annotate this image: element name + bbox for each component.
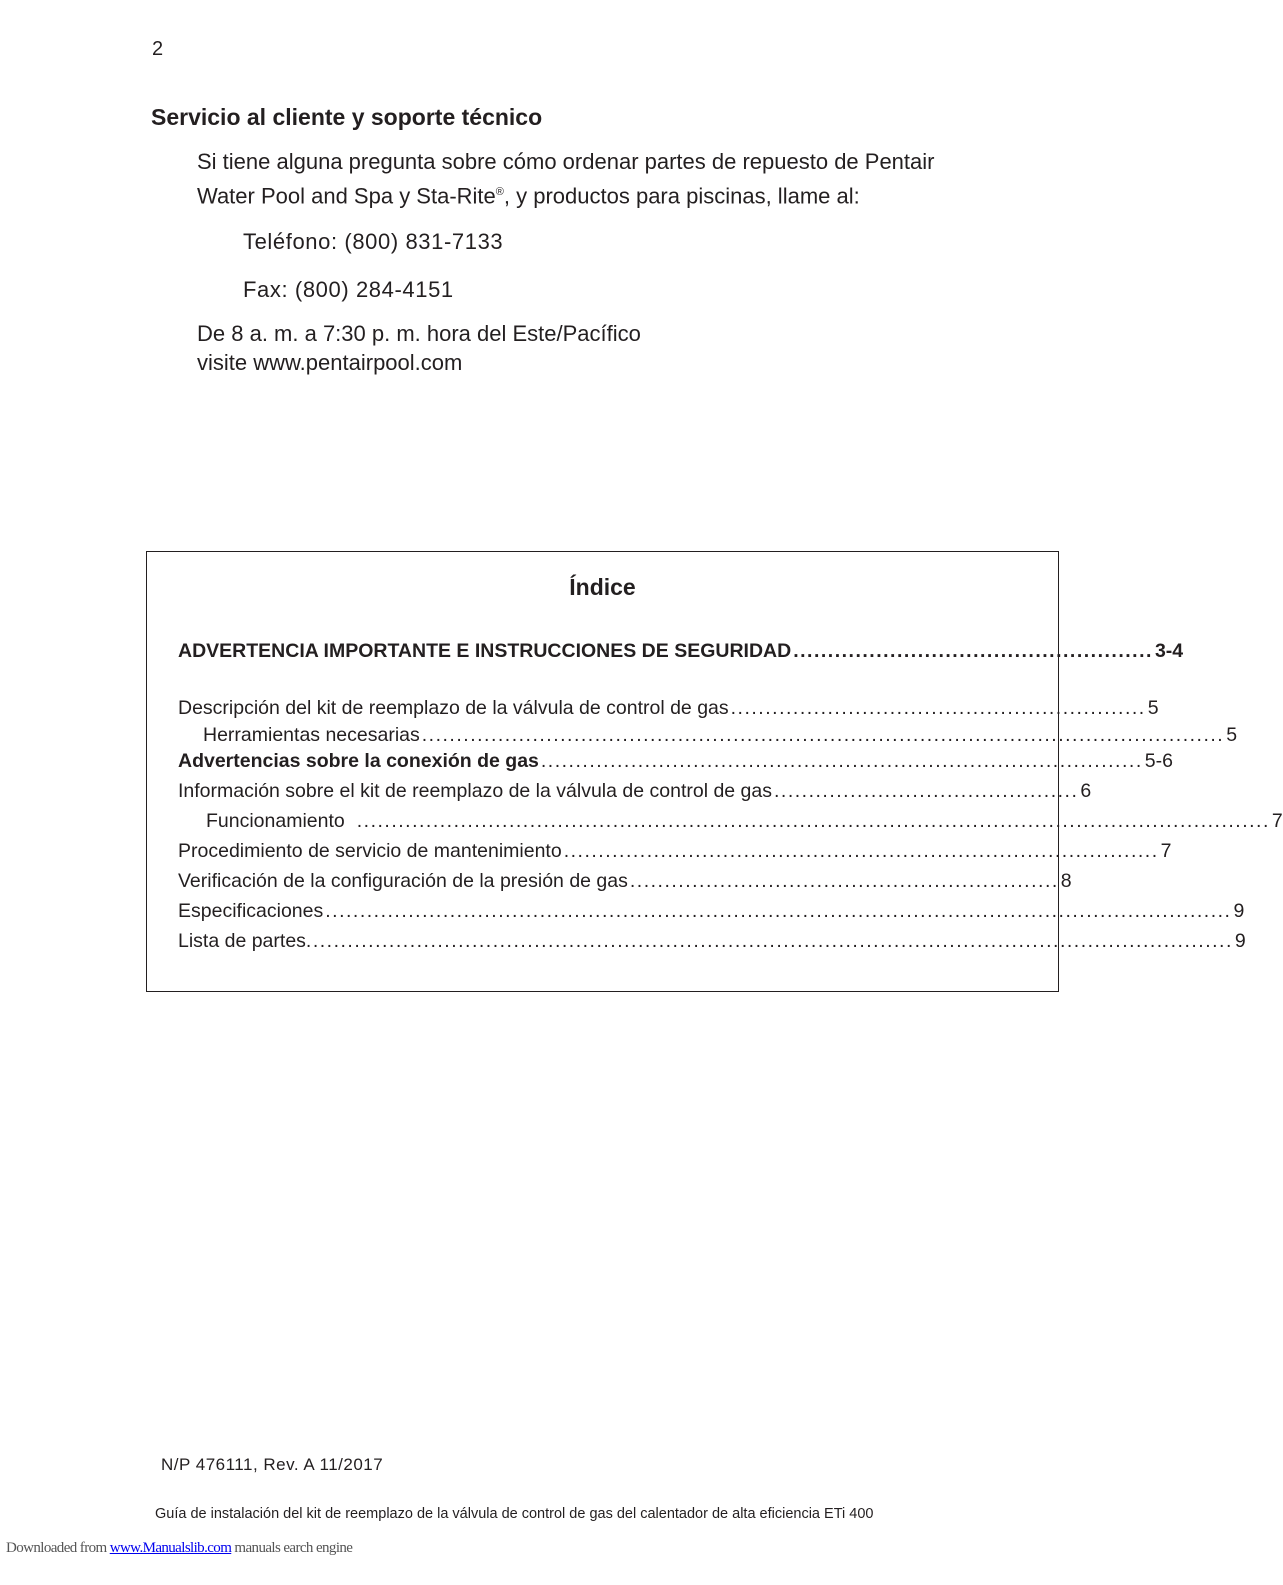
page-number: 2 (152, 38, 164, 60)
toc-leader: .................................................... (793, 640, 1153, 662)
manualslib-link[interactable]: www.Manualslib.com (109, 1540, 232, 1556)
fax-number: Fax: (800) 284-4151 (243, 277, 454, 302)
download-suffix: manuals earch engine (231, 1540, 353, 1556)
service-intro (197, 147, 934, 211)
toc-entry-operation[interactable] (206, 810, 1283, 833)
toc-entry-parts-list[interactable] (178, 930, 1246, 953)
toc-leader: .................................................................................................................... (421, 724, 1225, 746)
toc-entry-label: Funcionamiento (206, 810, 345, 832)
toc-entry-pressure-check[interactable] (178, 870, 1072, 893)
download-prefix: Downloaded from (6, 1540, 110, 1556)
toc-entry-page: 7 (1160, 840, 1172, 862)
toc-entry-kit-information[interactable] (178, 780, 1092, 803)
toc-leader: .............................................................. (629, 870, 1059, 892)
toc-entry-page: 9 (1233, 900, 1245, 922)
part-number: N/P 476111, Rev. A 11/2017 (161, 1455, 384, 1474)
toc-leader: ....................................................................................... (540, 750, 1143, 772)
toc-entry-label: Información sobre el kit de reemplazo de la válvula de control de gas (178, 780, 772, 802)
toc-entry-page: 3-4 (1154, 640, 1184, 662)
guide-title: Guía de instalación del kit de reemplazo de la válvula de control de gas del calentador de alta eficiencia ETi 400 (155, 1506, 874, 1522)
toc-leader: ............................................................ (730, 697, 1146, 719)
toc-entry-page: 9 (1234, 930, 1246, 952)
toc-entry-page: 8 (1060, 870, 1072, 892)
intro-line-2-start: Water Pool and Spa y Sta-Rite (197, 183, 496, 209)
table-of-contents (146, 551, 1283, 992)
toc-leader: ...................................................................................................................................... (305, 930, 1233, 952)
hours-text: De 8 a. m. a 7:30 p. m. hora del Este/Pacífico (197, 321, 641, 346)
toc-leader: ...................................................................................... (563, 840, 1159, 862)
toc-entry-label: Advertencias sobre la conexión de gas (178, 750, 539, 772)
intro-line-1: Si tiene alguna pregunta sobre cómo ordenar partes de repuesto de Pentair (197, 149, 935, 174)
toc-entry-label: Herramientas necesarias (203, 724, 420, 746)
toc-entry-label: ADVERTENCIA IMPORTANTE E INSTRUCCIONES DE SEGURIDAD (178, 640, 792, 662)
toc-entry-gas-warnings[interactable] (178, 750, 1173, 773)
toc-entry-label: Especificaciones (178, 900, 324, 922)
toc-entry-label: Descripción del kit de reemplazo de la válvula de control de gas (178, 697, 729, 719)
toc-entry-page: 6 (1080, 780, 1092, 802)
service-heading: Servicio al cliente y soporte técnico (151, 104, 543, 130)
toc-title: Índice (569, 574, 636, 600)
toc-entry-label: Procedimiento de servicio de mantenimiento (178, 840, 562, 862)
toc-entry-label: Lista de partes (178, 930, 306, 952)
toc-leader: .................................................................................................................................... (356, 810, 1270, 832)
toc-entry-label: Verificación de la configuración de la presión de gas (178, 870, 628, 892)
phone-number: Teléfono: (800) 831-7133 (243, 229, 504, 254)
toc-entry-specifications[interactable] (178, 900, 1245, 923)
toc-entry-kit-description[interactable] (178, 697, 1159, 720)
toc-entry-maintenance[interactable] (178, 840, 1172, 863)
toc-entry-page: 5-6 (1144, 750, 1173, 772)
toc-entry-page: 5 (1147, 697, 1159, 719)
website-text: visite www.pentairpool.com (197, 350, 463, 375)
toc-leader: ................................................................................................................................... (325, 900, 1232, 922)
intro-line-2-end: , y productos para piscinas, llame al: (503, 183, 860, 209)
toc-leader: ............................................ (774, 780, 1079, 802)
download-banner (6, 1540, 352, 1557)
toc-entry-tools[interactable] (203, 724, 1238, 747)
toc-entry-safety[interactable] (178, 640, 1184, 663)
toc-entry-page: 7 (1271, 810, 1283, 832)
intro-line-2 (197, 177, 934, 211)
registered-mark: ® (495, 186, 504, 198)
toc-entry-page: 5 (1226, 724, 1238, 746)
service-hours (197, 319, 641, 377)
